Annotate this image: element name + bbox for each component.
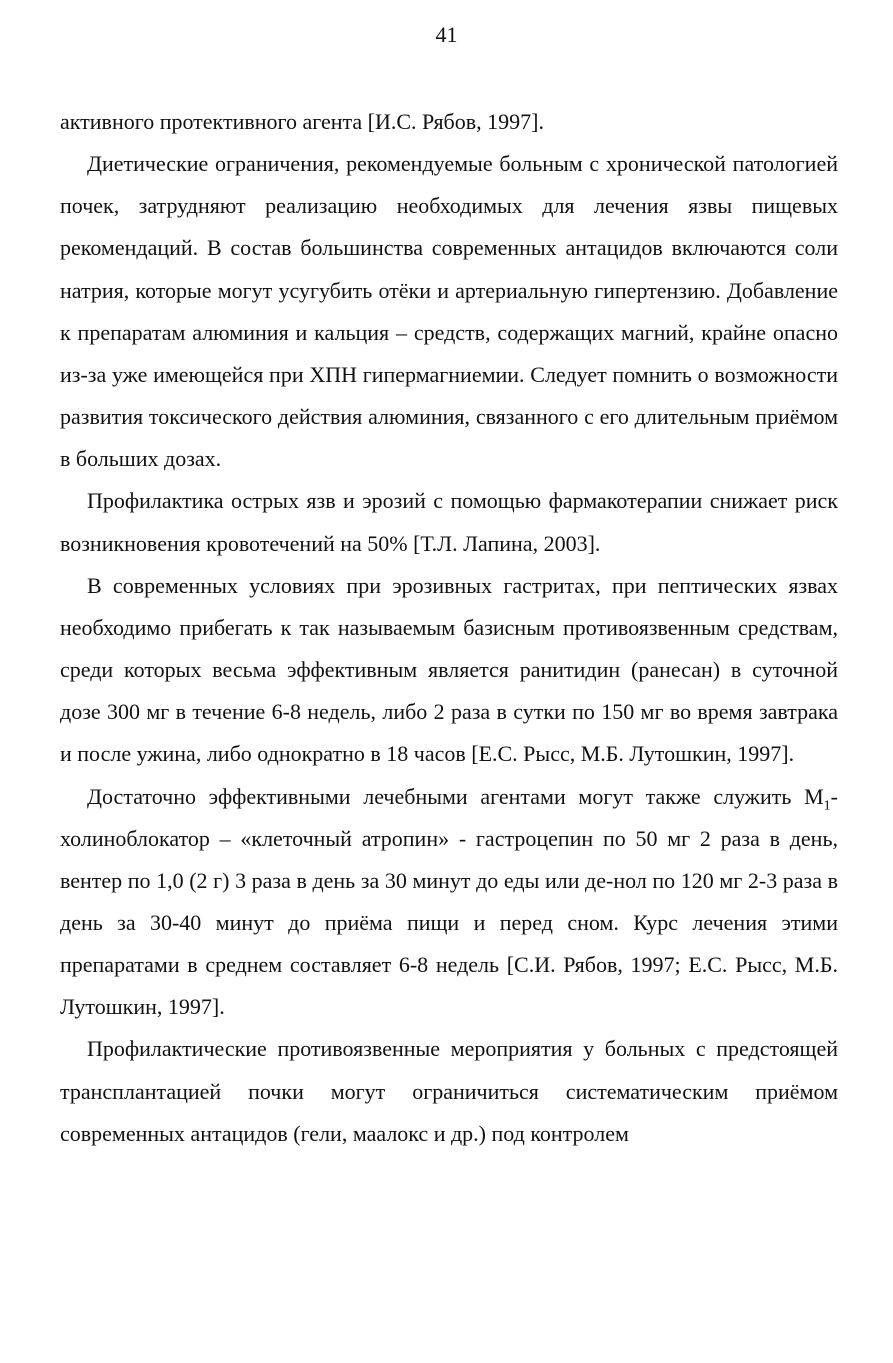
- paragraph-effective-agents-end: -холиноблокатор – «клеточный атропин» - гастроцепин по 50 мг 2 раза в день, вентер по 1,0 (2 г) 3 раза в день за 30 минут до еды или де-нол по 120 мг 2-3 раза в день за 30-40 минут до приёма пищи и перед сном. Курс лечения этими препаратами в среднем составляет 6-8 недель [С.И. Рябов, 1997; Е.С. Рысс, М.Б. Лутошкин, 1997].: [60, 783, 838, 1020]
- paragraph-transplant-prophylaxis: Профилактические противоязвенные мероприятия у больных с предстоящей трансплантацией почки могут ограничиться систематическим приёмом современных антацидов (гели, маалокс и др.) под контролем: [60, 1036, 838, 1146]
- paragraph-basic-therapy: В современных условиях при эрозивных гастритах, при пептических язвах необходимо прибегать к так называемым базисным противоязвенным средствам, среди которых весьма эффективным является ранитидин (ранесан) в суточной дозе 300 мг в течение 6-8 недель, либо 2 раза в сутки по 150 мг во время завтрака и после ужина, либо однократно в 18 часов [Е.С. Рысс, М.Б. Лутошкин, 1997].: [60, 572, 838, 767]
- paragraph-dietary-restrictions: Диетические ограничения, рекомендуемые больным с хронической патологией почек, затрудняют реализацию необходимых для лечения язвы пищевых рекомендаций. В состав большинства современных антацидов включаются соли натрия, которые могут усугубить отёки и артериальную гипертензию. Добавление к препаратам алюминия и кальция – средств, содержащих магний, крайне опасно из-за уже имеющейся при ХПН гипермагниемии. Следует помнить о возможности развития токсического действия алюминия, связанного с его длительным приёмом в больших дозах.: [60, 151, 838, 472]
- paragraph-effective-agents-start: Достаточно эффективными лечебными агентами могут также служить М: [87, 783, 824, 809]
- paragraph-prophylaxis: Профилактика острых язв и эрозий с помощью фармакотерапии снижает риск возникновения кровотечений на 50% [Т.Л. Лапина, 2003].: [60, 488, 838, 556]
- paragraph-effective-agents: [60, 776, 838, 1029]
- paragraph-continuation: активного протективного агента [И.С. Рябов, 1997].: [60, 109, 544, 134]
- subscript-m1: 1: [823, 797, 831, 813]
- page-number: 41: [435, 22, 458, 47]
- document-body: [60, 101, 838, 1155]
